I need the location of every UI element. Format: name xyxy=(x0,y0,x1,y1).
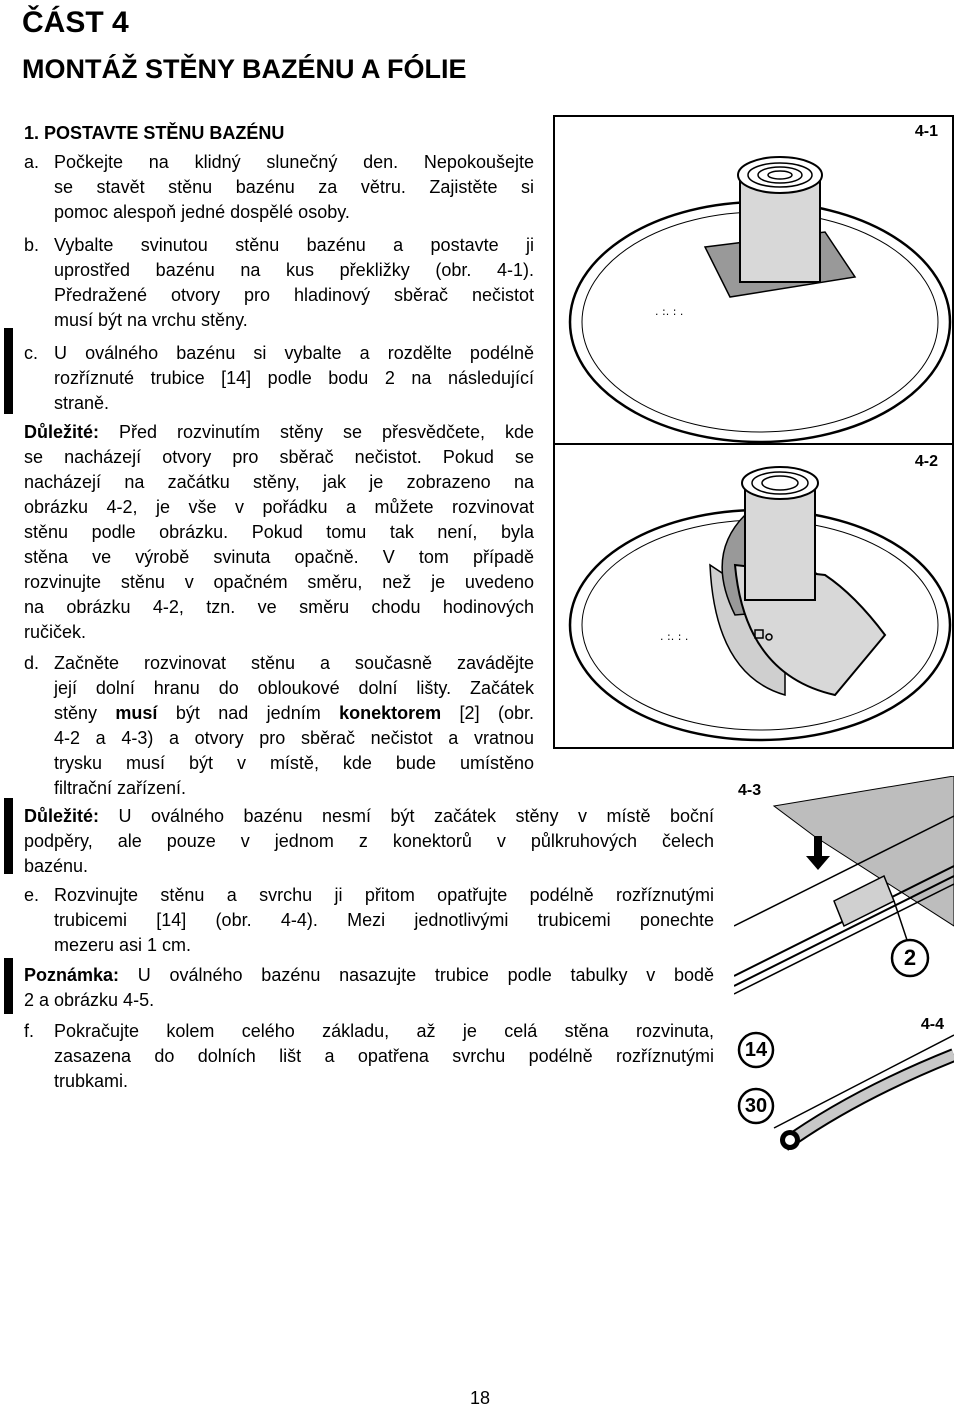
step-a-text xyxy=(54,150,534,225)
important-line: U oválného bazénu nesmí být začátek stěny v místě boční xyxy=(99,806,714,826)
step-d-line: trysku musí být v místě, kde bude umístěno xyxy=(54,753,534,773)
callout-14: 14 xyxy=(744,1039,768,1061)
figure-4-3-label: 4-3 xyxy=(738,782,762,799)
step-e-line: trubicemi [14] (obr. 4-4). Mezi jednotlivými trubicemi ponechte xyxy=(54,910,714,930)
callout-30: 30 xyxy=(744,1095,768,1117)
step-a-marker: a. xyxy=(24,152,40,172)
note xyxy=(24,963,714,1013)
step-e-text xyxy=(54,883,714,958)
figure-4-3 xyxy=(734,776,954,998)
important-line: stěna ve výrobě svinuta opačně. V tom případě xyxy=(24,547,534,567)
important-line: rozvinujte stěnu v opačném směru, než je uvedeno xyxy=(24,572,534,592)
step-c-line: U oválného bazénu si vybalte a rozdělte podélně xyxy=(54,343,534,363)
step-f-line: Pokračujte kolem celého základu, až je celá stěna rozvinuta, xyxy=(54,1021,714,1041)
important-line: obrázku 4-2, je vše v pořádku a můžete rozvinovat xyxy=(24,497,534,517)
change-bar xyxy=(4,958,13,1014)
important-note-1 xyxy=(24,420,534,645)
step-f-marker: f. xyxy=(24,1021,35,1041)
step-a-line: se stavět stěnu bazénu za větru. Zajistěte si xyxy=(54,177,534,197)
step-c-marker: c. xyxy=(24,343,39,363)
figure-4-4-label: 4-4 xyxy=(920,1016,944,1033)
svg-text:. :. : .: . :. : . xyxy=(655,305,684,318)
important-label: Důležité: xyxy=(24,422,100,442)
step-d-line: 4-2 a 4-3) a otvory pro sběrač nečistot a vratnou xyxy=(54,728,534,748)
important-line: stěnu podle obrázku. Pokud tomu tak není, byla xyxy=(24,522,534,542)
page-number: 18 xyxy=(469,1388,491,1408)
step-d-marker: d. xyxy=(24,653,40,673)
figure-4-1-label: 4-1 xyxy=(914,123,938,140)
figure-4-1 xyxy=(553,115,954,447)
page-title: MONTÁŽ STĚNY BAZÉNU A FÓLIE xyxy=(22,54,467,84)
step-e-line: mezeru asi 1 cm. xyxy=(54,935,192,955)
important-label: Důležité: xyxy=(24,806,100,826)
section-heading: 1. POSTAVTE STĚNU BAZÉNU xyxy=(24,123,285,143)
change-bar xyxy=(4,798,13,874)
figure-4-1-drawing xyxy=(555,117,952,445)
step-b-marker: b. xyxy=(24,235,40,255)
step-c-line: straně. xyxy=(54,393,110,413)
change-bar xyxy=(4,328,13,414)
figure-4-2-label: 4-2 xyxy=(914,453,938,470)
step-d-line: stěny musí být nad jedním konektorem [2] (obr. xyxy=(54,703,534,723)
step-b-text xyxy=(54,233,534,333)
step-e-marker: e. xyxy=(24,885,40,905)
step-d-line: Začněte rozvinovat stěnu a současně zavádějte xyxy=(54,653,534,673)
important-line: bazénu. xyxy=(24,856,89,876)
step-b-line: uprostřed bazénu na kus překližky (obr. 4-1). xyxy=(54,260,534,280)
step-f-line: trubkami. xyxy=(54,1071,129,1091)
step-a-line: Počkejte na klidný slunečný den. Nepokoušejte xyxy=(54,152,534,172)
step-c-text xyxy=(54,341,534,416)
step-d-line: filtrační zařízení. xyxy=(54,778,187,798)
step-e-line: Rozvinujte stěnu a svrchu ji přitom opatřujte podélně rozříznutými xyxy=(54,885,714,905)
step-a-line: pomoc alespoň jedné dospělé osoby. xyxy=(54,202,350,222)
note-line: U oválného bazénu nasazujte trubice podle tabulky v bodě xyxy=(119,965,714,985)
important-line: na obrázku 4-2, tzn. ve směru chodu hodinových xyxy=(24,597,534,617)
note-label: Poznámka: xyxy=(24,965,120,985)
step-d-text xyxy=(54,651,534,801)
figure-4-2 xyxy=(553,443,954,749)
step-f-text xyxy=(54,1019,714,1094)
svg-text:. :. : .: . :. : . xyxy=(660,630,689,643)
important-line: podpěry, ale pouze v jednom z konektorů v půlkruhových čelech xyxy=(24,831,714,851)
step-b-line: Vybalte svinutou stěnu bazénu a postavte ji xyxy=(54,235,534,255)
important-line: ručiček. xyxy=(24,622,87,642)
step-c-line: rozříznuté trubice [14] podle bodu 2 na následující xyxy=(54,368,534,388)
step-d-line: její dolní hranu do obloukové dolní lišty. Začátek xyxy=(54,678,534,698)
callout-2: 2 xyxy=(903,945,917,970)
important-line: Před rozvinutím stěny se přesvědčete, kde xyxy=(99,422,534,442)
figure-4-4 xyxy=(734,1010,954,1160)
figure-4-2-drawing xyxy=(555,445,952,747)
important-line: se nacházejí otvory pro sběrač nečistot. Pokud se xyxy=(24,447,534,467)
note-line: 2 a obrázku 4-5. xyxy=(24,990,155,1010)
step-b-line: musí být na vrchu stěny. xyxy=(54,310,248,330)
important-line: nacházejí na začátku stěny, jak je zobrazeno na xyxy=(24,472,534,492)
step-b-line: Předražené otvory pro hladinový sběrač nečistot xyxy=(54,285,534,305)
step-f-line: zasazena do dolních lišt a opatřena svrchu podélně rozříznutými xyxy=(54,1046,714,1066)
part-title: ČÁST 4 xyxy=(22,6,129,39)
important-note-2 xyxy=(24,804,714,879)
